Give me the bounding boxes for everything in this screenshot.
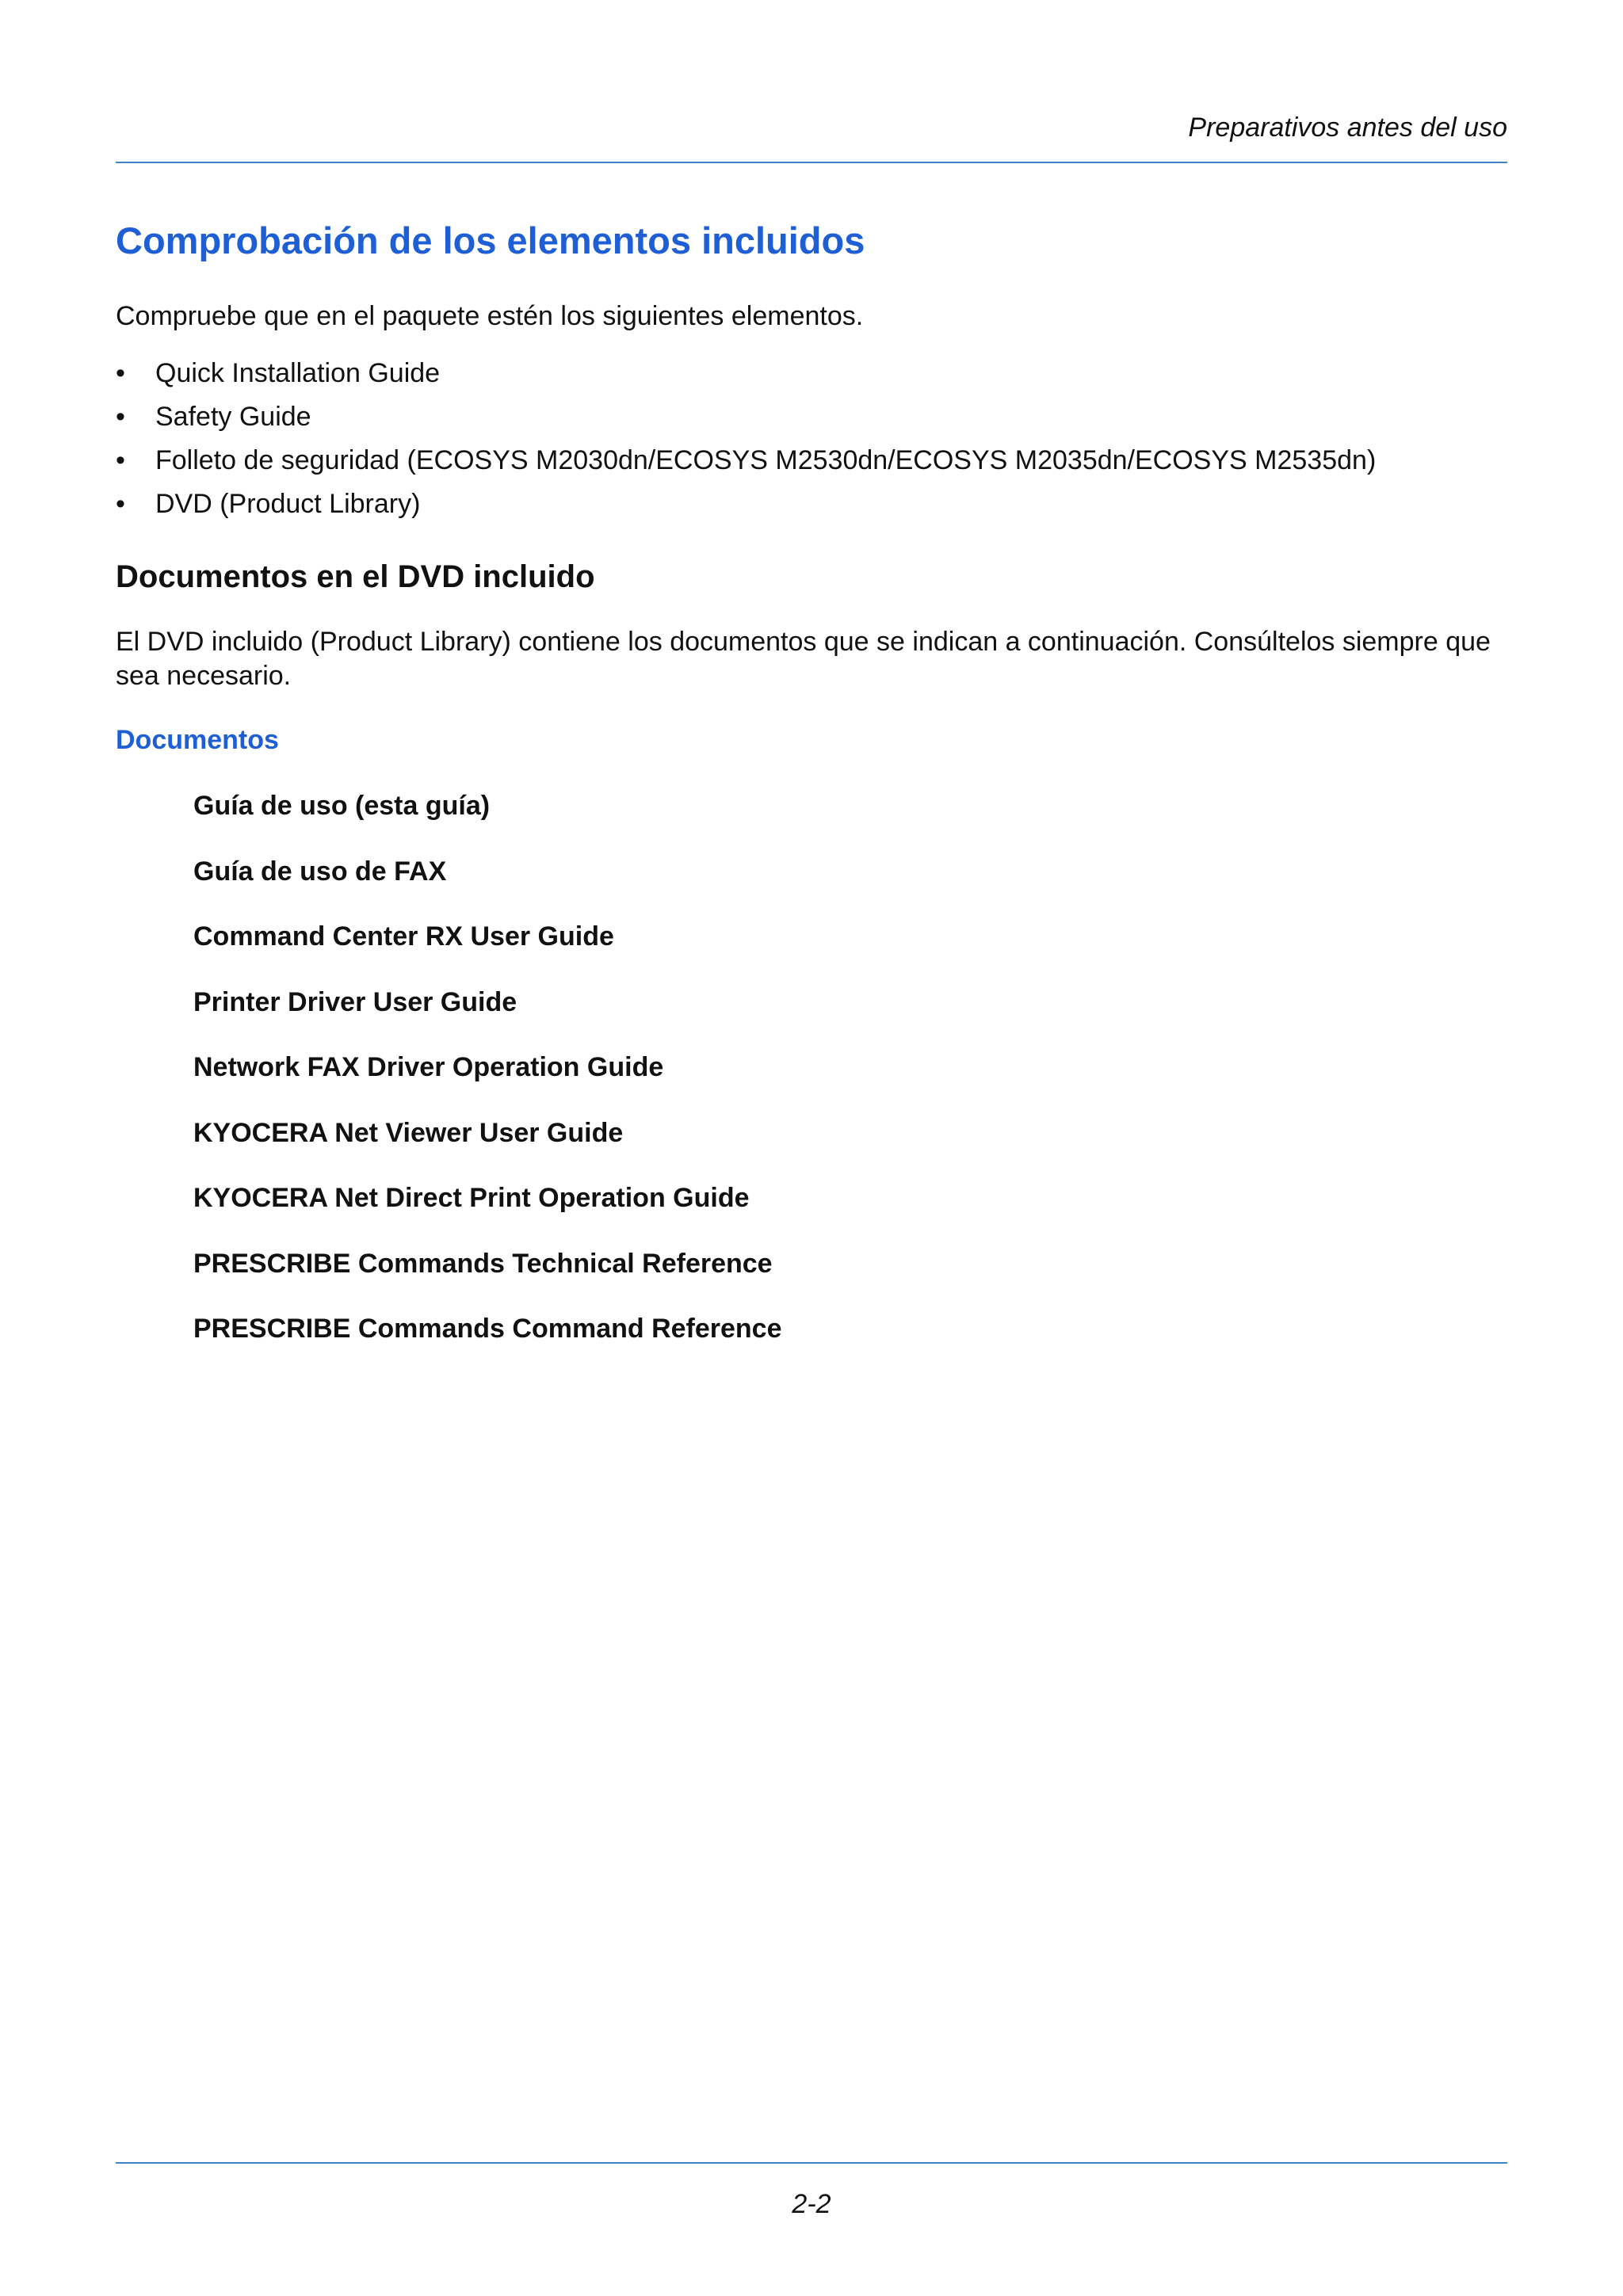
running-header: Preparativos antes del uso (1188, 113, 1507, 143)
list-item-text: DVD (Product Library) (155, 489, 421, 519)
bullet-icon: • (116, 489, 125, 519)
document-item: Printer Driver User Guide (193, 986, 517, 1017)
documents-label: Documentos (116, 725, 279, 755)
document-item: KYOCERA Net Direct Print Operation Guide (193, 1183, 750, 1213)
section-heading: Comprobación de los elementos incluidos (116, 219, 865, 261)
list-item (116, 487, 1510, 531)
document-item: KYOCERA Net Viewer User Guide (193, 1117, 624, 1148)
list-item-text: Folleto de seguridad (ECOSYS M2030dn/ECOSYS M2530dn/ECOSYS M2035dn/ECOSYS M2535dn) (155, 445, 1377, 475)
header-divider (116, 162, 1507, 163)
document-item: Guía de uso (esta guía) (193, 791, 491, 821)
dvd-section-paragraph: El DVD incluido (Product Library) contiene los documentos que se indican a continuación. Consúltelos siempre que sea necesario. (116, 627, 1491, 691)
bullet-icon: • (116, 358, 125, 388)
list-item (116, 357, 1510, 400)
document-item: Network FAX Driver Operation Guide (193, 1052, 664, 1082)
document-item: PRESCRIBE Commands Technical Reference (193, 1248, 773, 1279)
page-number: 2-2 (792, 2189, 831, 2219)
document-item: Guía de uso de FAX (193, 856, 447, 887)
list-item (116, 400, 1510, 444)
document-item: PRESCRIBE Commands Command Reference (193, 1314, 782, 1344)
list-item (116, 444, 1510, 487)
bullet-icon: • (116, 402, 125, 432)
document-item: Command Center RX User Guide (193, 921, 614, 952)
dvd-section-heading: Documentos en el DVD incluido (116, 559, 595, 594)
included-items-list (116, 357, 1510, 531)
bullet-icon: • (116, 445, 125, 475)
list-item-text: Safety Guide (155, 402, 311, 432)
documents-list (193, 792, 782, 1381)
footer-divider (116, 2162, 1507, 2164)
section-intro: Compruebe que en el paquete estén los siguientes elementos. (116, 301, 864, 331)
list-item-text: Quick Installation Guide (155, 358, 441, 388)
